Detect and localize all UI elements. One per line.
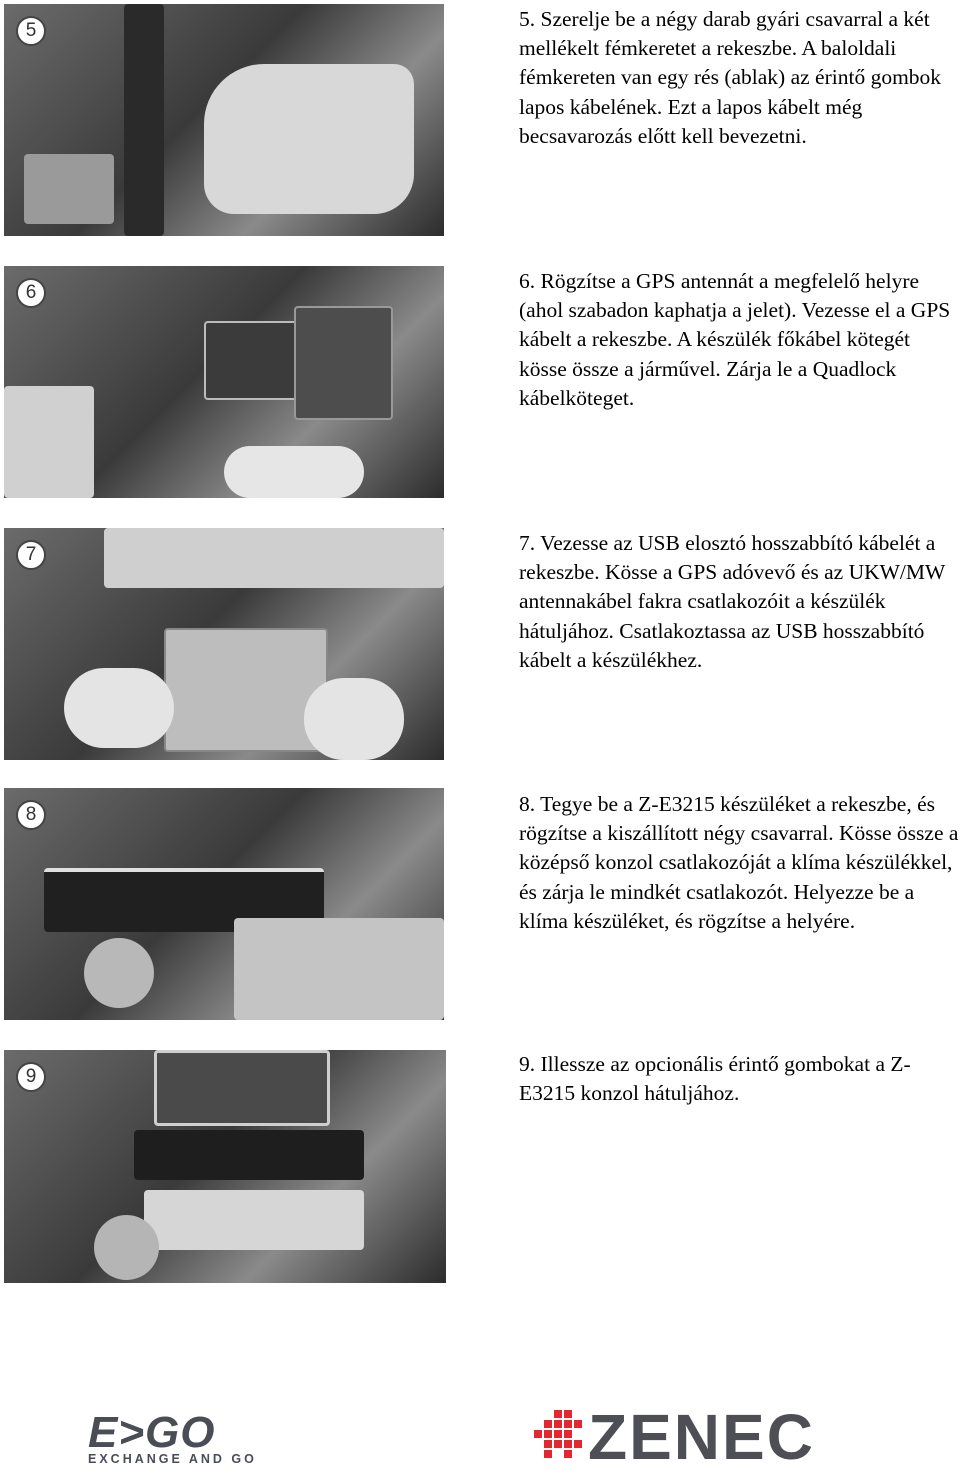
step-9-text: 9. Illessze az opcionális érintő gombokat a Z-E3215 konzol hátuljához. [519, 1052, 911, 1106]
step-9-number-badge: 9 [16, 1062, 46, 1092]
step-6-number-badge: 6 [16, 278, 46, 308]
step-5-photo-detail [24, 154, 114, 224]
zenec-logo [532, 1401, 912, 1473]
step-5-photo-detail [204, 64, 414, 214]
step-6-photo-detail [4, 386, 94, 498]
step-5-text: 5. Szerelje be a négy darab gyári csavarral a két mellékelt fémkeretet a rekeszbe. A baloldali fémkereten van egy rés (ablak) az érintő gombok lapos kábelének. Ezt a lapos kábelt még becsavarozás előtt kell bevezetni. [519, 7, 942, 148]
step-5-photo-detail [124, 4, 164, 236]
step-8-photo-detail [84, 938, 154, 1008]
step-5-number-badge: 5 [16, 16, 46, 46]
step-7-photo-detail [64, 668, 174, 748]
step-9-photo [4, 1050, 446, 1283]
step-6-text: 6. Rögzítse a GPS antennát a megfelelő helyre (ahol szabadon kaphatja a jelet). Vezesse el a GPS kábelt a rekeszbe. A készülék főkábel kötegét kösse össze a járművel. Zárja le a Quadlock kábelköteget. [519, 269, 951, 410]
step-9-photo-detail [134, 1130, 364, 1180]
step-8-photo-detail [234, 918, 444, 1020]
step-6-photo-detail [294, 306, 393, 420]
step-9-photo-detail [154, 1050, 330, 1126]
step-8-text: 8. Tegye be a Z-E3215 készüléket a rekeszbe, és rögzítse a kiszállított négy csavarral. Kösse össze a középső konzol csatlakozóját a klíma készülékkel, és zárja le mindkét csatlakozót. Helyezze be a klíma készüléket, és rögzítse a helyére. [519, 792, 959, 933]
step-7-photo-detail [164, 628, 328, 752]
step-7-number-badge: 7 [16, 540, 46, 570]
step-7-text: 7. Vezesse az USB elosztó hosszabbító kábelét a rekeszbe. Kösse a GPS adóvevő és az UKW/MW antennakábel fakra csatlakozóit a készülék hátuljához. Csatlakoztassa az USB hosszabbító kábelt a készülékhez. [519, 531, 945, 672]
step-8-number-badge: 8 [16, 800, 46, 830]
step-8-photo [4, 788, 444, 1020]
edgo-logo-tagline: EXCHANGE AND GO [88, 1452, 257, 1466]
zenec-logo-wordmark: ZENEC [588, 1401, 815, 1473]
step-5-photo [4, 4, 444, 236]
zenec-pixel-mark-icon [532, 1410, 584, 1462]
step-9-photo-detail [144, 1190, 364, 1250]
step-9-photo-detail [94, 1215, 159, 1280]
step-7-photo [4, 528, 444, 760]
step-6-photo [4, 266, 444, 498]
edgo-logo-wordmark: E>GO [88, 1408, 216, 1457]
step-7-photo-detail [104, 528, 444, 588]
edgo-logo [88, 1408, 298, 1468]
step-6-photo-detail [204, 321, 298, 400]
step-7-photo-detail [304, 678, 404, 760]
step-6-photo-detail [224, 446, 364, 498]
